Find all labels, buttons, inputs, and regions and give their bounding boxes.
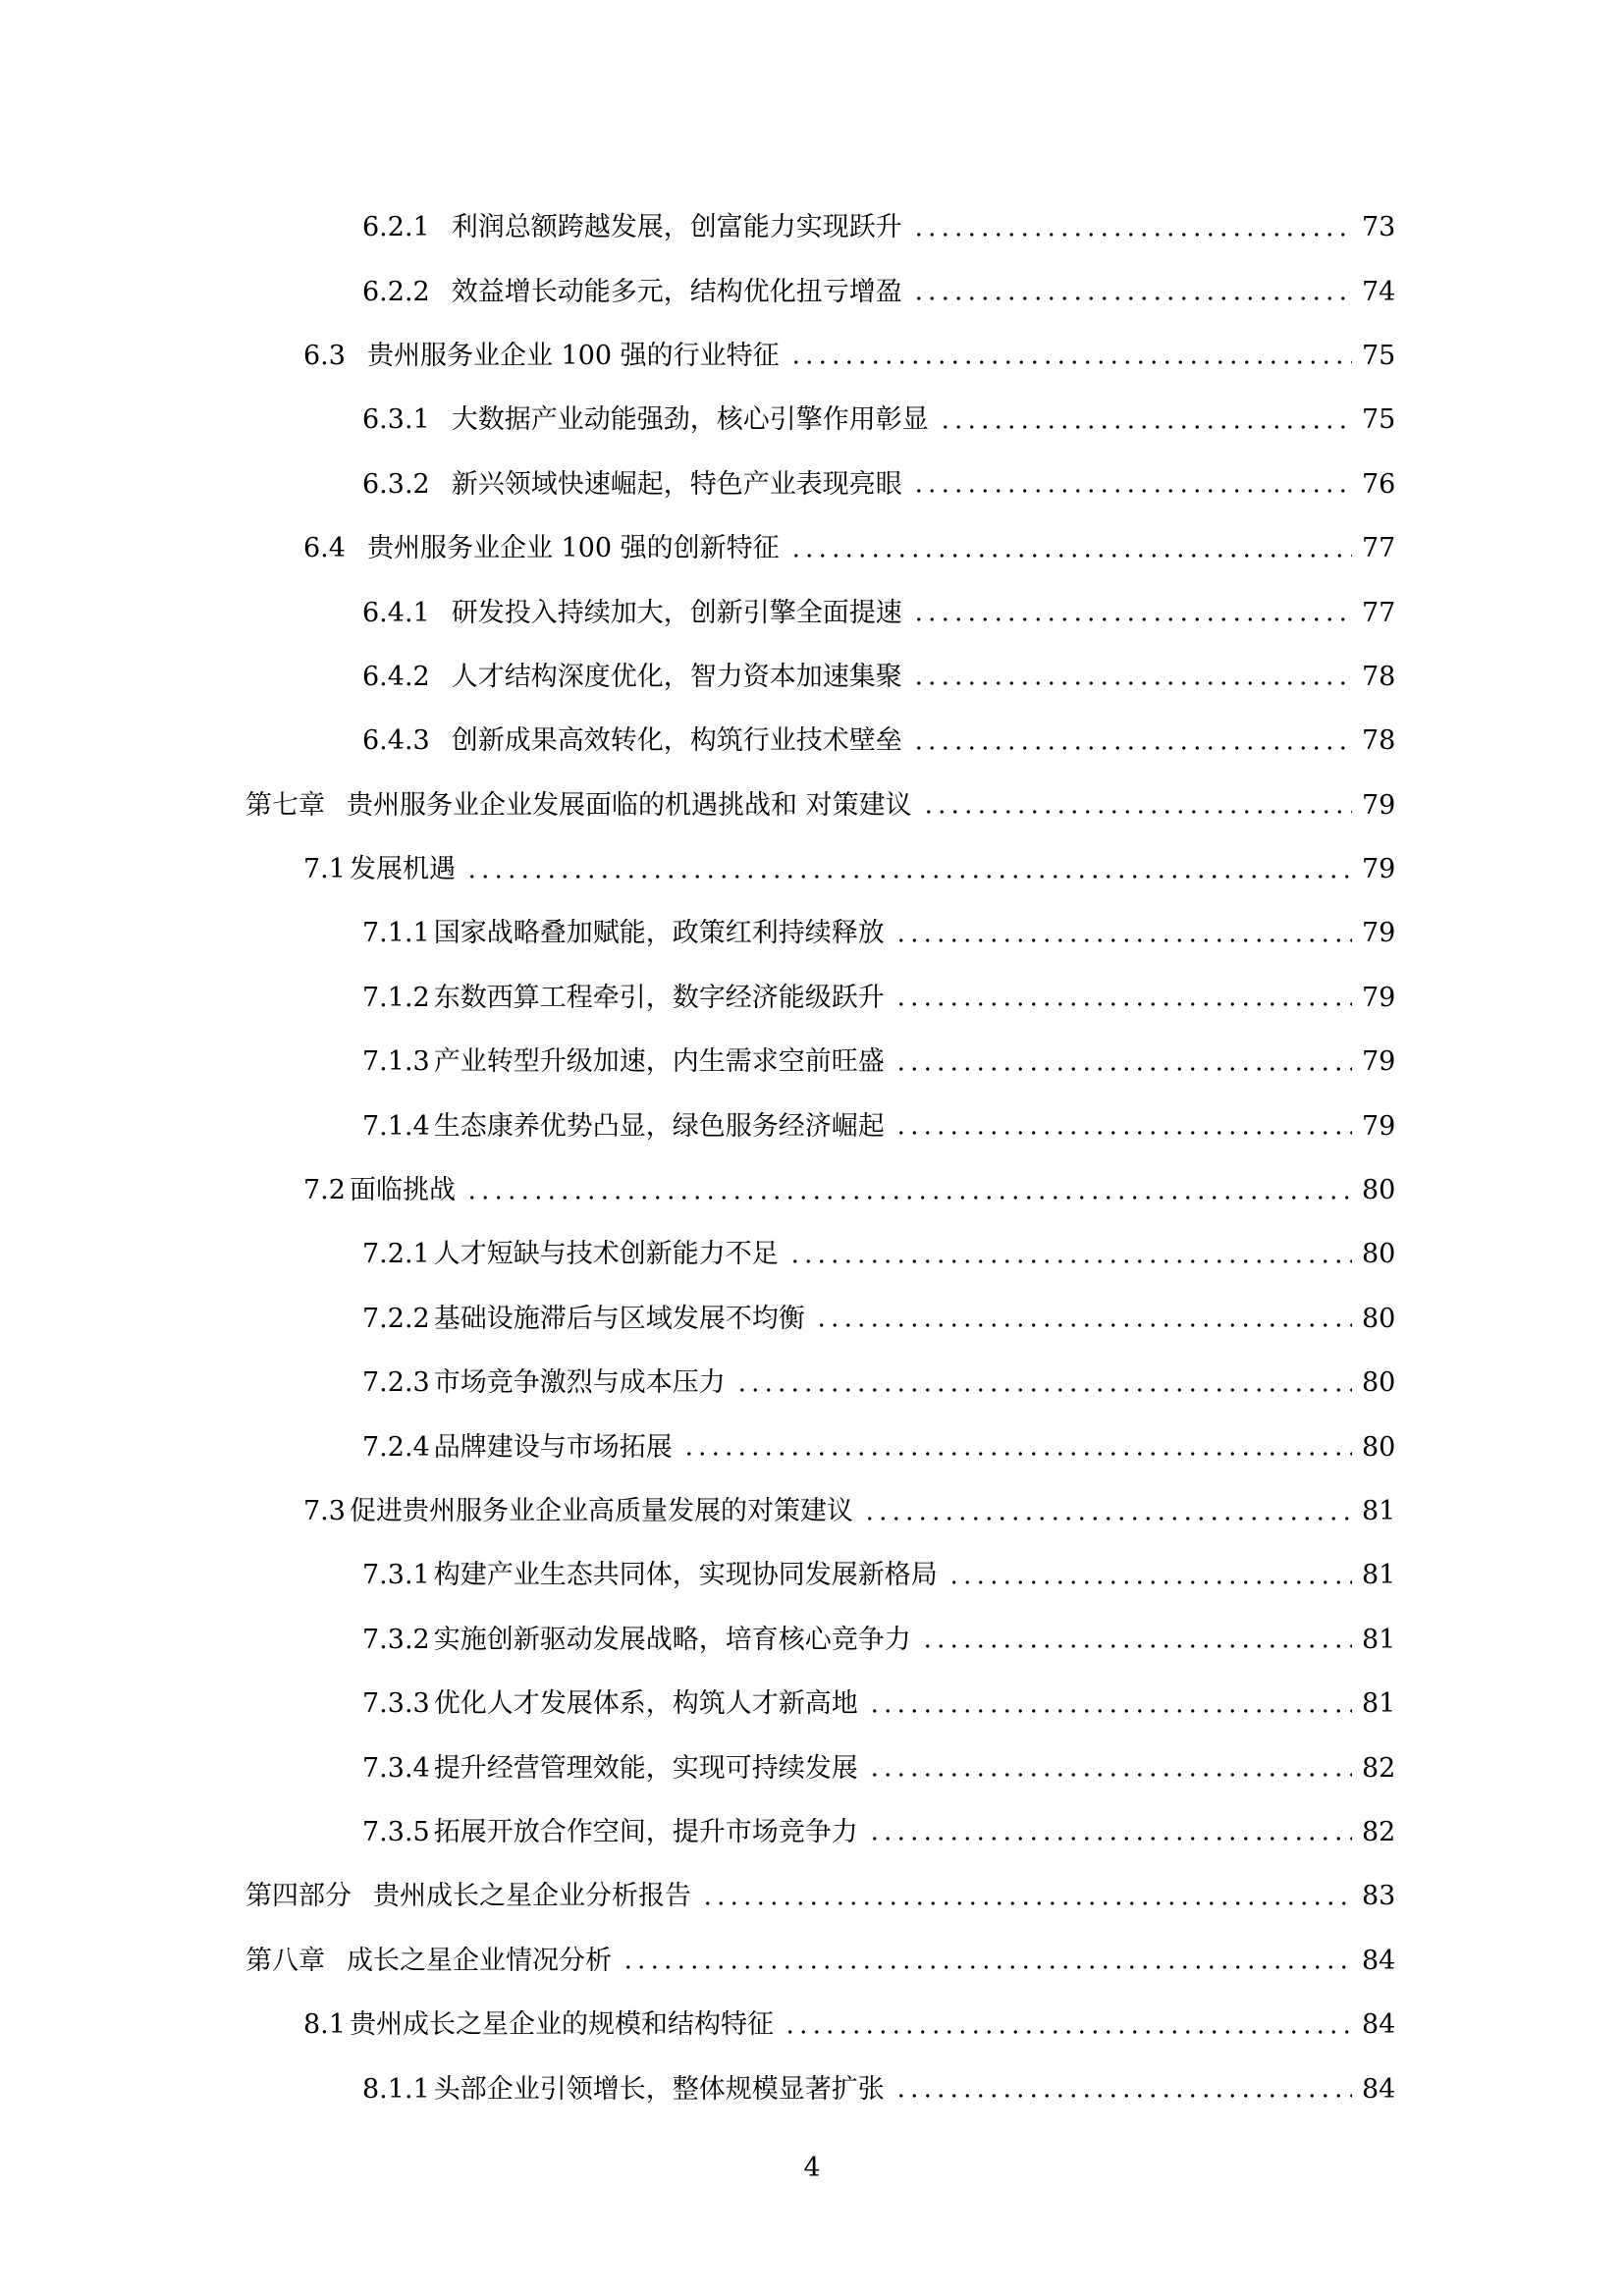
toc-entry-title: 贵州服务业企业 100 强的行业特征 (366, 340, 780, 371)
dot-leader (868, 1772, 1352, 1778)
toc-entry-number: 第四部分 (245, 1881, 352, 1912)
dot-leader (912, 295, 1352, 301)
toc-entry[interactable] (0, 1287, 1624, 1351)
dot-leader (784, 2029, 1352, 2035)
toc-entry-number: 8.1 (303, 2009, 346, 2041)
toc-entry-number: 7.1.1 (362, 918, 430, 949)
toc-entry-number: 7.2.4 (362, 1431, 430, 1463)
toc-entry-title: 品牌建设与市场拓展 (433, 1431, 673, 1463)
toc-entry[interactable] (0, 580, 1624, 644)
toc-entry-page-number: 81 (1362, 1624, 1396, 1655)
toc-entry[interactable] (0, 1672, 1624, 1735)
toc-entry[interactable] (0, 1800, 1624, 1864)
toc-entry-number: 7.3 (303, 1496, 346, 1526)
toc-entry-number: 6.2.1 (362, 212, 430, 243)
toc-entry-number: 7.2.1 (362, 1239, 430, 1270)
toc-entry-title: 人才结构深度优化，智力资本加速集聚 (451, 661, 902, 692)
dot-leader (868, 1708, 1352, 1714)
toc-entry-page-number: 77 (1362, 597, 1396, 628)
toc-entry-page-number: 75 (1362, 340, 1396, 371)
dot-leader (894, 1130, 1352, 1136)
dot-leader (815, 1322, 1352, 1328)
toc-entry-page-number: 74 (1362, 276, 1396, 307)
toc-entry[interactable] (0, 2056, 1624, 2120)
toc-entry-title: 效益增长动能多元，结构优化扭亏增盈 (451, 276, 902, 307)
toc-entry-page-number: 73 (1362, 212, 1396, 243)
toc-entry[interactable] (0, 1094, 1624, 1157)
toc-entry-page-number: 79 (1362, 1046, 1396, 1078)
toc-entry-title: 实施创新驱动发展战略，培育核心竞争力 (433, 1624, 911, 1655)
toc-entry-page-number: 84 (1362, 1945, 1396, 1976)
toc-entry[interactable] (0, 324, 1624, 388)
toc-entry-page-number: 84 (1362, 2073, 1396, 2105)
toc-entry-title: 成长之星企业情况分析 (347, 1945, 612, 1976)
toc-entry-number: 7.3.2 (362, 1624, 430, 1655)
dot-leader (894, 1001, 1352, 1007)
toc-entry-page-number: 79 (1362, 918, 1396, 949)
toc-entry-number: 7.2.2 (362, 1303, 430, 1334)
dot-leader (894, 2093, 1352, 2099)
toc-entry-page-number: 81 (1362, 1560, 1396, 1591)
toc-entry-title: 优化人才发展体系，构筑人才新高地 (433, 1688, 858, 1720)
toc-entry[interactable] (0, 1415, 1624, 1478)
toc-entry[interactable] (0, 1158, 1624, 1222)
toc-entry-number: 7.1.3 (362, 1046, 430, 1078)
toc-entry-number: 7.1 (303, 854, 346, 885)
toc-entry-number: 6.3.1 (362, 404, 430, 436)
toc-entry-page-number: 79 (1362, 982, 1396, 1013)
toc-entry-number: 6.4.3 (362, 725, 430, 757)
dot-leader (912, 745, 1352, 751)
toc-entry-page-number: 80 (1362, 1431, 1396, 1463)
toc-entry-title: 贵州服务业企业 100 强的创新特征 (366, 533, 780, 564)
dot-leader (912, 488, 1352, 494)
toc-entry-number: 6.3.2 (362, 468, 430, 500)
toc-entry[interactable] (0, 1864, 1624, 1928)
toc-entry-title: 贵州成长之星企业分析报告 (373, 1881, 691, 1912)
toc-entry-title: 国家战略叠加赋能，政策红利持续释放 (433, 918, 885, 949)
toc-entry-number: 6.4.1 (362, 597, 430, 628)
dot-leader (735, 1387, 1352, 1393)
dot-leader (465, 1195, 1352, 1201)
toc-entry-title: 拓展开放合作空间，提升市场竞争力 (433, 1816, 858, 1847)
toc-entry-page-number: 79 (1362, 1110, 1396, 1142)
toc-entry-title: 市场竞争激烈与成本压力 (433, 1367, 726, 1399)
toc-entry-page-number: 82 (1362, 1816, 1396, 1847)
toc-entry-page-number: 81 (1362, 1688, 1396, 1720)
toc-entry[interactable] (0, 774, 1624, 837)
toc-entry-number: 7.2.3 (362, 1367, 430, 1399)
toc-entry-number: 8.1.1 (362, 2073, 430, 2105)
dot-leader (789, 359, 1352, 365)
toc-entry-number: 7.1.4 (362, 1110, 430, 1142)
toc-entry[interactable] (0, 259, 1624, 323)
toc-entry-title: 研发投入持续加大，创新引擎全面提速 (451, 597, 902, 628)
dot-leader (894, 1066, 1352, 1072)
toc-entry-number: 6.3 (303, 340, 346, 371)
dot-leader (788, 1258, 1352, 1264)
toc-entry-number: 7.3.5 (362, 1816, 430, 1847)
toc-entry[interactable] (0, 837, 1624, 901)
toc-entry[interactable] (0, 453, 1624, 516)
toc-entry-page-number: 76 (1362, 468, 1396, 500)
toc-entry-title: 生态康养优势凸显，绿色服务经济崛起 (433, 1110, 885, 1142)
toc-entry[interactable] (0, 1030, 1624, 1094)
toc-entry-page-number: 75 (1362, 404, 1396, 436)
toc-entry-number: 第八章 (245, 1945, 325, 1976)
dot-leader (682, 1451, 1352, 1457)
toc-entry[interactable] (0, 195, 1624, 259)
toc-entry-number: 6.2.2 (362, 276, 430, 307)
toc-entry-title: 促进贵州服务业企业高质量发展的对策建议 (349, 1496, 853, 1526)
toc-entry-number: 6.4 (303, 533, 346, 564)
toc-entry[interactable] (0, 1608, 1624, 1672)
dot-leader (863, 1516, 1352, 1522)
toc-entry-page-number: 79 (1362, 854, 1396, 885)
toc-entry[interactable] (0, 1993, 1624, 2056)
dot-leader (894, 937, 1352, 943)
toc-entry-title: 头部企业引领增长，整体规模显著扩张 (433, 2073, 885, 2105)
toc-entry-page-number: 80 (1362, 1175, 1396, 1206)
toc-entry-page-number: 83 (1362, 1881, 1396, 1912)
dot-leader (912, 616, 1352, 622)
toc-entry-page-number: 77 (1362, 533, 1396, 564)
toc-entry[interactable] (0, 901, 1624, 965)
toc-entry-title: 大数据产业动能强劲，核心引擎作用彰显 (451, 404, 929, 436)
table-of-contents (0, 195, 1624, 2121)
toc-entry-number: 7.3.4 (362, 1752, 430, 1784)
toc-entry-number: 7.2 (303, 1175, 346, 1206)
toc-entry-title: 产业转型升级加速，内生需求空前旺盛 (433, 1046, 885, 1078)
toc-entry-title: 贵州成长之星企业的规模和结构特征 (349, 2009, 774, 2041)
dot-leader (868, 1836, 1352, 1842)
dot-leader (701, 1900, 1352, 1906)
toc-entry-page-number: 78 (1362, 661, 1396, 692)
toc-entry[interactable] (0, 1929, 1624, 1993)
toc-entry-page-number: 81 (1362, 1496, 1396, 1526)
toc-entry-page-number: 80 (1362, 1367, 1396, 1399)
toc-entry[interactable] (0, 516, 1624, 580)
dot-leader (465, 874, 1352, 880)
toc-entry[interactable] (0, 1543, 1624, 1607)
toc-entry-number: 7.3.3 (362, 1688, 430, 1720)
dot-leader (622, 1964, 1352, 1970)
toc-entry-title: 创新成果高效转化，构筑行业技术壁垒 (451, 725, 902, 757)
toc-entry-title: 面临挑战 (349, 1175, 456, 1206)
toc-entry[interactable] (0, 1479, 1624, 1543)
toc-entry[interactable] (0, 1222, 1624, 1286)
toc-entry-title: 人才短缺与技术创新能力不足 (433, 1239, 779, 1270)
toc-entry-number: 7.3.1 (362, 1560, 430, 1591)
toc-entry-title: 利润总额跨越发展，创富能力实现跃升 (451, 212, 902, 243)
toc-entry-title: 发展机遇 (349, 854, 456, 885)
toc-entry-page-number: 80 (1362, 1239, 1396, 1270)
toc-entry-page-number: 78 (1362, 725, 1396, 757)
dot-leader (912, 680, 1352, 686)
toc-entry-title: 提升经营管理效能，实现可持续发展 (433, 1752, 858, 1784)
page-number: 4 (803, 2153, 821, 2183)
toc-entry[interactable] (0, 709, 1624, 773)
toc-entry[interactable] (0, 1735, 1624, 1799)
toc-entry[interactable] (0, 645, 1624, 709)
toc-entry-number: 7.1.2 (362, 982, 430, 1013)
toc-entry-title: 新兴领域快速崛起，特色产业表现亮眼 (451, 468, 902, 500)
dot-leader (789, 553, 1352, 559)
toc-entry-page-number: 82 (1362, 1752, 1396, 1784)
toc-entry-page-number: 80 (1362, 1303, 1396, 1334)
toc-entry-page-number: 79 (1362, 789, 1396, 821)
dot-leader (939, 424, 1352, 430)
dot-leader (921, 1643, 1352, 1649)
toc-entry-title: 贵州服务业企业发展面临的机遇挑战和 对策建议 (347, 789, 912, 821)
dot-leader (922, 809, 1352, 815)
dot-leader (947, 1579, 1352, 1585)
toc-entry-title: 东数西算工程牵引，数字经济能级跃升 (433, 982, 885, 1013)
toc-entry-page-number: 84 (1362, 2009, 1396, 2041)
toc-entry[interactable] (0, 966, 1624, 1030)
dot-leader (912, 232, 1352, 238)
toc-entry[interactable] (0, 1351, 1624, 1415)
toc-entry-number: 第七章 (245, 789, 325, 821)
toc-entry-number: 6.4.2 (362, 661, 430, 692)
toc-entry-title: 基础设施滞后与区域发展不均衡 (433, 1303, 805, 1334)
toc-entry[interactable] (0, 388, 1624, 452)
toc-entry-title: 构建产业生态共同体，实现协同发展新格局 (433, 1560, 938, 1591)
